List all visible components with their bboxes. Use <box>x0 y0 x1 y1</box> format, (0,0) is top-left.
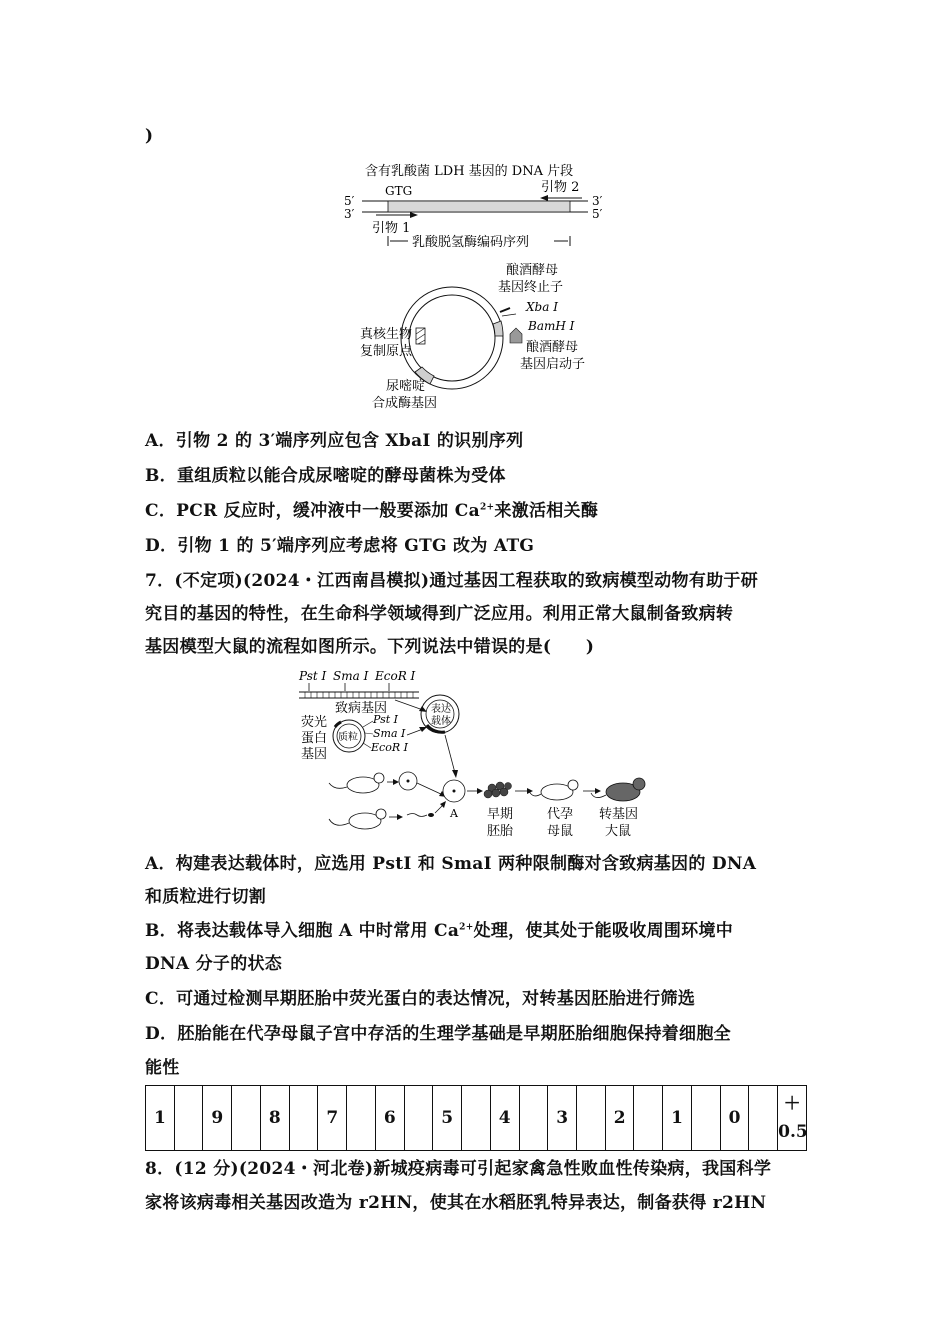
fluor-label-1: 荧光 <box>301 715 328 730</box>
q6-option-d: D．引物 1 的 5′端序列应考虑将 GTG 改为 ATG <box>145 536 535 556</box>
q6-option-c <box>145 496 598 521</box>
promoter-label-2: 基因启动子 <box>520 357 586 372</box>
embryo-label-2: 胚胎 <box>487 824 514 839</box>
score-cell: 2 <box>605 1086 634 1151</box>
terminator-label-1: 酿酒酵母 <box>506 263 559 278</box>
q8-stem-line2: 家将该病毒相关基因改造为 r2HN，使其在水稻胚乳特异表达，制备获得 r2HN <box>145 1193 767 1213</box>
score-cell: 1 <box>146 1086 175 1151</box>
sma-label: Sma Ⅰ <box>333 669 369 683</box>
score-cell <box>749 1086 778 1151</box>
cell-a-label: A <box>450 807 458 820</box>
terminator-label-2: 基因终止子 <box>498 280 564 295</box>
score-cell: 4 <box>490 1086 519 1151</box>
vector-label-2: 载体 <box>431 716 451 727</box>
score-cell: 5 <box>433 1086 462 1151</box>
transgenic-rat-icon <box>591 778 645 801</box>
score-cell <box>174 1086 203 1151</box>
disease-gene-label: 致病基因 <box>335 701 388 716</box>
fluor-label-2: 蛋白 <box>301 731 328 746</box>
q7-option-d-line1: D．胚胎能在代孕母鼠子宫中存活的生理学基础是早期胚胎细胞保持着细胞全 <box>145 1024 731 1044</box>
embryo-label-1: 早期 <box>487 807 514 822</box>
fig1-primer1: 引物 1 <box>372 221 411 236</box>
early-embryo-icon <box>484 782 512 798</box>
score-cell: 7 <box>318 1086 347 1151</box>
promoter-label-1: 酿酒酵母 <box>526 340 579 355</box>
score-cell: 9 <box>203 1086 232 1151</box>
score-cell <box>347 1086 376 1151</box>
q8-stem-line1: 8．(12 分)(2024・河北卷)新城疫病毒可引起家禽急性败血性传染病，我国科学 <box>145 1159 772 1179</box>
dna-plasmid-figure <box>330 158 630 418</box>
fig1-title: 含有乳酸菌 LDH 基因的 DNA 片段 <box>365 164 574 179</box>
q7-option-d-line2: 能性 <box>145 1058 180 1078</box>
eco-site-label: EcoR Ⅰ <box>371 741 408 754</box>
fig1-5prime-left: 5′ <box>344 194 355 208</box>
fig1-3prime-right: 3′ <box>592 194 603 208</box>
q7-stem-line2: 究目的基因的特性，在生命科学领域得到广泛应用。利用正常大鼠制备致病转 <box>145 604 734 624</box>
score-cell <box>289 1086 318 1151</box>
female-rat-icon <box>329 773 384 793</box>
q7-option-b-line1 <box>145 916 733 941</box>
fig1-coding-label: 乳酸脱氢酶编码序列 <box>412 235 530 250</box>
q7-option-a-line1: A．构建表达载体时，应选用 PstⅠ 和 SmaⅠ 两种限制酶对含致病基因的 DNA <box>145 854 757 874</box>
q6-c-text-2: 来激活相关酶 <box>494 501 599 521</box>
score-row <box>146 1086 807 1151</box>
score-cell <box>462 1086 491 1151</box>
male-rat-icon <box>329 809 386 829</box>
origin-box <box>416 328 425 344</box>
xba-label: Xba Ⅰ <box>526 300 558 314</box>
eco-label: EcoR Ⅰ <box>375 669 416 683</box>
ldh-gene-bar <box>388 201 570 212</box>
score-cell <box>634 1086 663 1151</box>
score-cell: 8 <box>260 1086 289 1151</box>
score-cell <box>519 1086 548 1151</box>
q7-option-a-line2: 和质粒进行切割 <box>145 887 267 907</box>
transgenic-rat-figure <box>295 665 665 840</box>
fig1-3prime-left: 3′ <box>344 207 355 221</box>
vector-label-1: 表达 <box>431 704 451 715</box>
transgenic-label-2: 大鼠 <box>605 824 632 839</box>
q7-b-sup: 2+ <box>459 922 474 933</box>
sma-site-label: Sma Ⅰ <box>373 727 406 740</box>
bam-label: BamH Ⅰ <box>528 319 575 333</box>
ura-label-2: 合成酶基因 <box>372 396 438 411</box>
origin-label-2: 复制原点 <box>360 344 413 359</box>
sperm-icon <box>407 814 427 817</box>
score-cell: 1 <box>663 1086 692 1151</box>
q7-option-b-line2: DNA 分子的状态 <box>145 954 283 974</box>
fig1-5prime-right: 5′ <box>592 207 603 221</box>
q7-b-text-2: 处理，使其处于能吸收周围环境中 <box>473 921 734 941</box>
surrogate-label-2: 母鼠 <box>547 824 574 839</box>
q6-option-b: B．重组质粒以能合成尿嘧啶的酵母菌株为受体 <box>145 466 506 486</box>
q6-option-a: A．引物 2 的 3′端序列应包含 XbaⅠ 的识别序列 <box>145 431 524 451</box>
q7-b-text: B．将表达载体导入细胞 A 中时常用 Ca <box>145 921 460 941</box>
q7-stem-line3: 基因模型大鼠的流程如图所示。下列说法中错误的是( ) <box>145 637 595 657</box>
fig1-gtg: GTG <box>385 184 413 198</box>
fig1-primer2: 引物 2 <box>541 180 580 195</box>
ura-label-1: 尿嘧啶 <box>386 379 426 394</box>
score-cell <box>691 1086 720 1151</box>
score-cell: 3 <box>548 1086 577 1151</box>
score-cell <box>577 1086 606 1151</box>
score-table <box>145 1085 807 1151</box>
score-cell-bonus: ＋ 0.5 <box>778 1086 807 1151</box>
q7-stem-line1: 7．(不定项)(2024・江西南昌模拟)通过基因工程获取的致病模型动物有助于研 <box>145 571 759 591</box>
score-cell <box>404 1086 433 1151</box>
promoter-arrow <box>510 328 522 343</box>
pst-site-label: Pst Ⅰ <box>373 713 399 726</box>
origin-label-1: 真核生物 <box>360 327 413 342</box>
transgenic-label-1: 转基因 <box>599 807 639 822</box>
surrogate-label-1: 代孕 <box>547 807 574 822</box>
score-cell <box>232 1086 261 1151</box>
q7-option-c: C．可通过检测早期胚胎中荧光蛋白的表达情况，对转基因胚胎进行筛选 <box>145 989 696 1009</box>
surrogate-rat-icon <box>529 780 578 800</box>
top-bracket: ) <box>145 126 154 146</box>
pst-label: Pst Ⅰ <box>299 669 327 683</box>
score-cell: 0 <box>720 1086 749 1151</box>
q6-c-text: C．PCR 反应时，缓冲液中一般要添加 Ca <box>145 501 480 521</box>
plasmid-label: 质粒 <box>338 732 358 743</box>
fluor-label-3: 基因 <box>301 747 328 762</box>
score-cell: 6 <box>375 1086 404 1151</box>
q6-c-sup: 2+ <box>479 502 495 513</box>
